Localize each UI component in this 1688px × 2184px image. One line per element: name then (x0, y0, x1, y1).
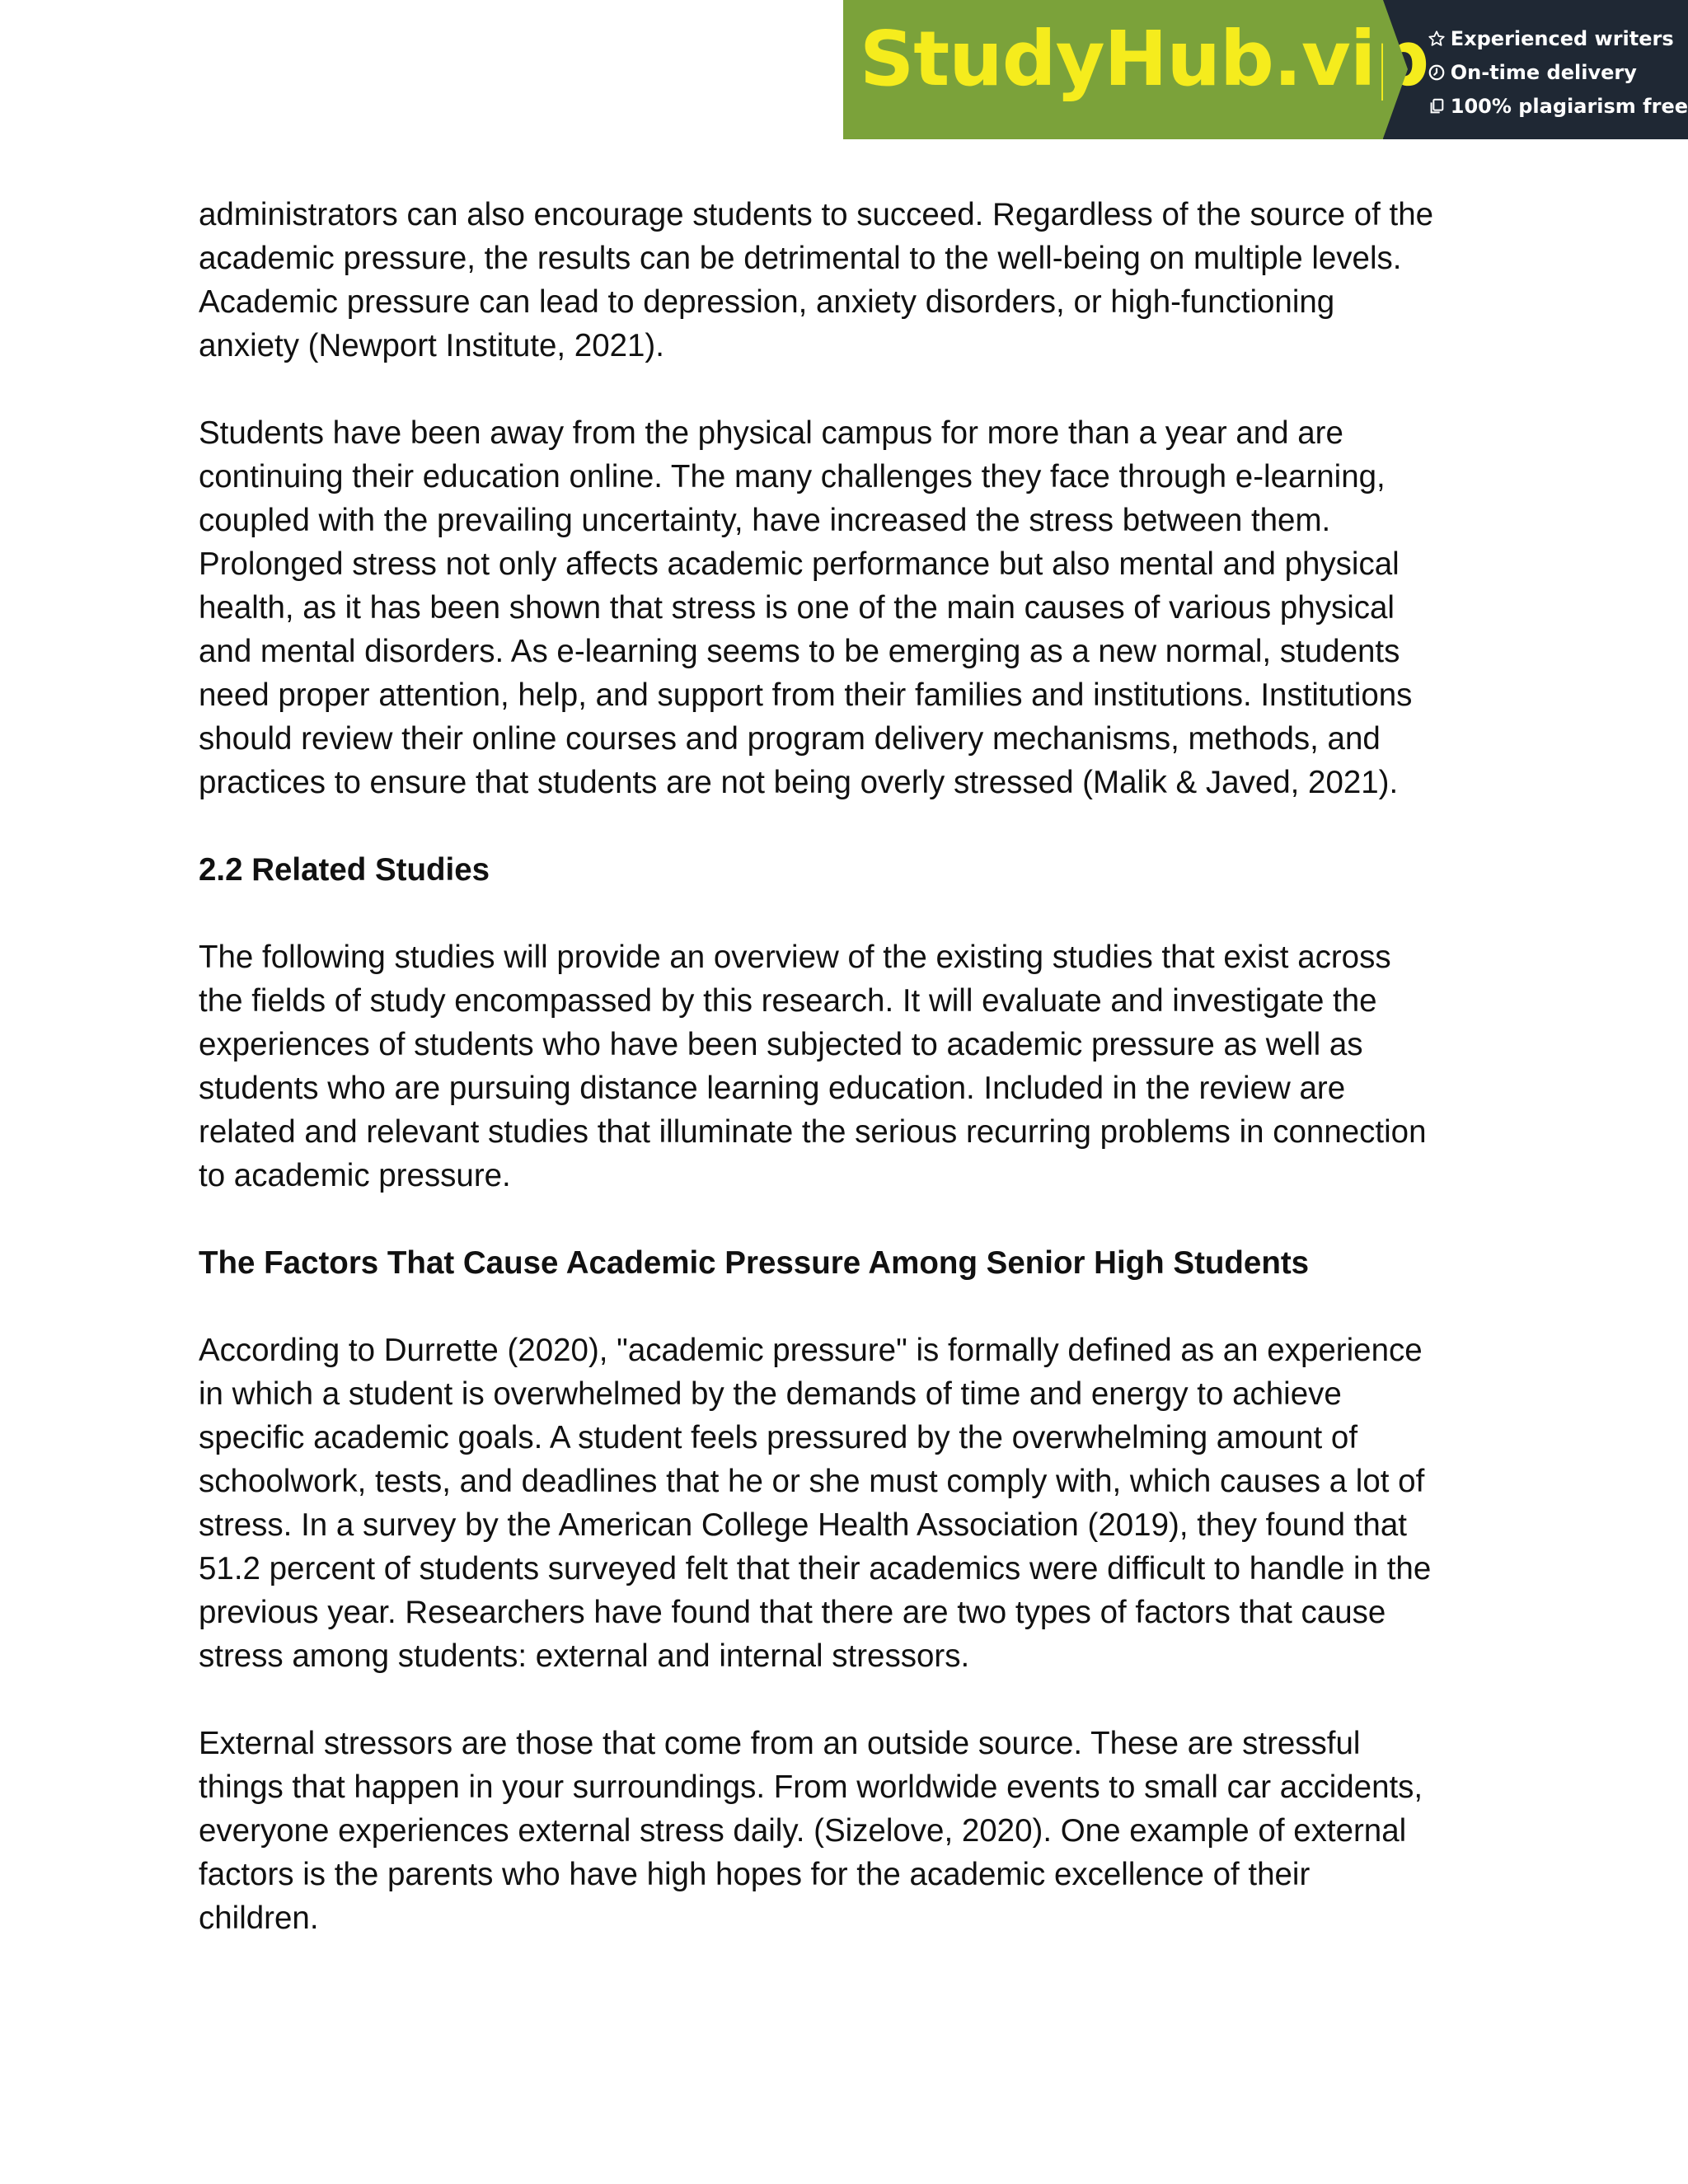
text-line: and mental disorders. As e-learning seems to be emerging as a new normal, students (199, 634, 1400, 669)
text-line: External stressors are those that come from an outside source. These are stressful (199, 1726, 1361, 1761)
banner-features (1383, 0, 1688, 139)
heading-factors-academic-pressure: The Factors That Cause Academic Pressure Among Senior High Students (199, 1245, 1310, 1281)
text-line: the fields of study encompassed by this research. It will evaluate and investigate the (199, 983, 1377, 1019)
text-line: health, as it has been shown that stress is one of the main causes of various physical (199, 590, 1395, 626)
text-line: practices to ensure that students are not being overly stressed (Malik & Javed, 2021). (199, 765, 1399, 800)
text-line: continuing their education online. The many challenges they face through e-learning, (199, 459, 1386, 494)
studyhub-banner[interactable] (843, 0, 1688, 139)
copy-icon (1426, 96, 1447, 117)
text-line: things that happen in your surroundings. From worldwide events to small car accidents, (199, 1769, 1423, 1805)
feature-on-time-delivery (1426, 55, 1688, 89)
feature-experienced-writers (1426, 21, 1688, 55)
paragraph-academic-pressure-intro (199, 193, 1534, 368)
text-line: coupled with the prevailing uncertainty, have increased the stress between them. (199, 503, 1331, 538)
text-line: specific academic goals. A student feels pressured by the overwhelming amount of (199, 1420, 1358, 1455)
text-line: administrators can also encourage students to succeed. Regardless of the source of the (199, 197, 1434, 232)
text-line: academic pressure, the results can be detrimental to the well-being on multiple levels. (199, 241, 1402, 276)
paragraph-related-studies-overview (199, 935, 1534, 1197)
text-line: anxiety (Newport Institute, 2021). (199, 328, 664, 363)
text-line: experiences of students who have been subjected to academic pressure as well as (199, 1027, 1363, 1062)
text-line: stress. In a survey by the American College Health Association (2019), they found that (199, 1507, 1407, 1543)
text-line: in which a student is overwhelmed by the demands of time and energy to achieve (199, 1376, 1342, 1412)
text-line: children. (199, 1900, 319, 1936)
text-line: The following studies will provide an overview of the existing studies that exist across (199, 940, 1391, 975)
feature-label: 100% plagiarism free (1450, 94, 1688, 118)
text-line: Students have been away from the physical campus for more than a year and are (199, 415, 1343, 451)
logo-text[interactable]: StudyHub.vip (860, 15, 1429, 103)
text-line: Academic pressure can lead to depression, anxiety disorders, or high-functioning (199, 284, 1335, 320)
clock-icon (1426, 62, 1447, 83)
text-line: everyone experiences external stress daily. (Sizelove, 2020). One example of external (199, 1813, 1407, 1849)
paragraph-durrette-definition (199, 1329, 1534, 1678)
text-line: need proper attention, help, and support from their families and institutions. Institutions (199, 677, 1413, 713)
feature-plagiarism-free (1426, 89, 1688, 123)
text-line: schoolwork, tests, and deadlines that he or she must comply with, which causes a lot of (199, 1464, 1425, 1499)
text-line: previous year. Researchers have found that there are two types of factors that cause (199, 1595, 1386, 1630)
text-line: related and relevant studies that illuminate the serious recurring problems in connection (199, 1114, 1427, 1150)
paragraph-e-learning-stress (199, 411, 1534, 804)
paragraph-external-stressors (199, 1722, 1534, 1940)
feature-label: Experienced writers (1450, 26, 1674, 50)
text-line: 51.2 percent of students surveyed felt that their academics were difficult to handle in the (199, 1551, 1432, 1586)
text-line: stress among students: external and internal stressors. (199, 1638, 970, 1674)
banner-logo-panel[interactable] (843, 0, 1429, 139)
text-line: According to Durrette (2020), "academic pressure" is formally defined as an experience (199, 1333, 1423, 1368)
text-line: to academic pressure. (199, 1158, 511, 1193)
text-line: Prolonged stress not only affects academic performance but also mental and physical (199, 546, 1400, 582)
text-line: students who are pursuing distance learning education. Included in the review are (199, 1071, 1346, 1106)
text-line: should review their online courses and program delivery mechanisms, methods, and (199, 721, 1381, 757)
text-line: factors is the parents who have high hopes for the academic excellence of their (199, 1857, 1311, 1892)
star-icon (1426, 28, 1447, 49)
feature-label: On-time delivery (1450, 60, 1637, 84)
document-body (199, 193, 1534, 1940)
heading-related-studies: 2.2 Related Studies (199, 852, 490, 888)
